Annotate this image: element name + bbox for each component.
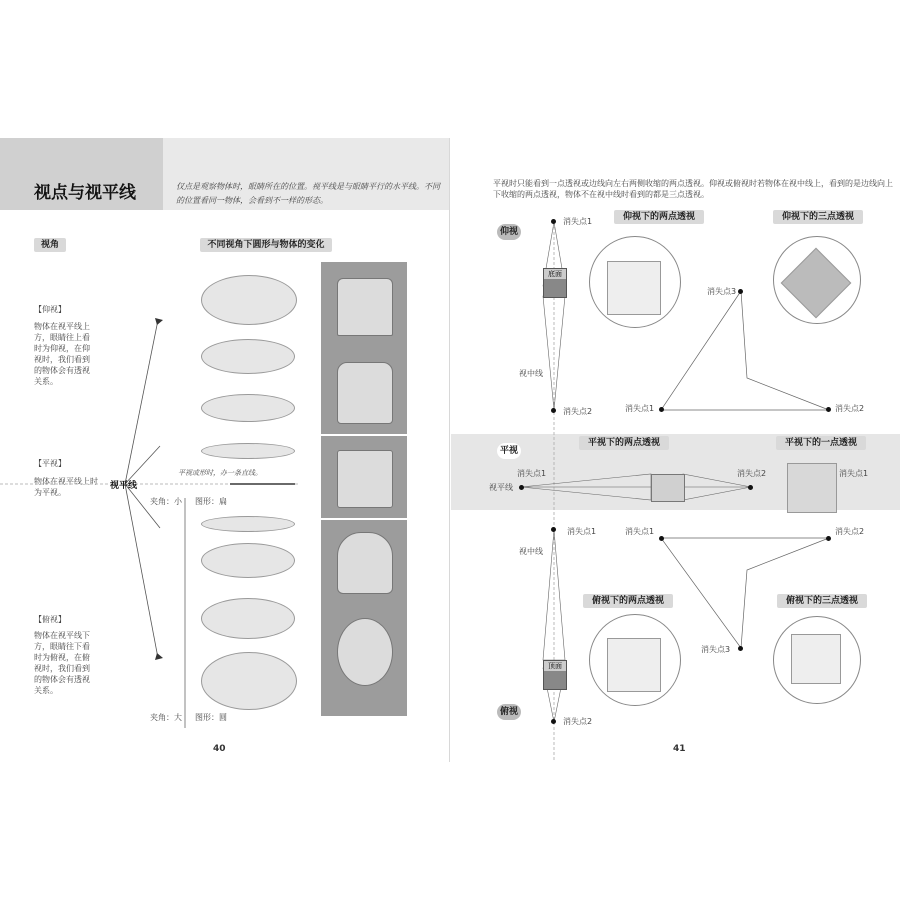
level-one-point-title: 平视下的一点透视 xyxy=(776,436,866,450)
ellipse-1 xyxy=(201,275,297,325)
down-box xyxy=(543,660,567,690)
vp1-label: 消失点1 xyxy=(625,527,655,536)
up-box xyxy=(543,268,567,298)
level-two-point-title: 平视下的两点透视 xyxy=(579,436,669,450)
vp3-dot xyxy=(738,289,743,294)
ellipse-7 xyxy=(201,598,295,639)
page-number: 41 xyxy=(673,744,686,754)
ellipse-2 xyxy=(201,339,295,374)
shape-flat: 图形：扁 xyxy=(195,497,227,506)
vp2-dot xyxy=(826,536,831,541)
cup-photo-3 xyxy=(321,436,407,518)
intro-text: 平视时只能看到一点透视或边线向左右两侧收缩的两点透视。仰视或俯视时若物体在视中线上，看到的是边线向上下收缩的两点透视，物体不在视中线时看到的都是三点透视。 xyxy=(493,179,893,199)
vp2-dot xyxy=(551,719,556,724)
vp2-dot xyxy=(826,407,831,412)
vp1-label: 消失点1 xyxy=(625,404,655,413)
ellipse-8 xyxy=(201,652,297,710)
vp1-dot xyxy=(551,219,556,224)
up-two-point-cube xyxy=(607,261,661,315)
up-three-point-title: 仰视下的三点透视 xyxy=(773,210,863,224)
cup-photo-4 xyxy=(321,520,407,600)
vp1-dot xyxy=(519,485,524,490)
vp1-label: 消失点1 xyxy=(839,469,869,478)
angle-large: 夹角：大 xyxy=(150,713,182,722)
down-text: 物体在视平线下方，眼睛往下看时为俯视，在俯视时，我们看到的物体会有透视关系。 xyxy=(34,631,90,695)
level-label: 【平视】 xyxy=(34,459,66,468)
level-text: 物体在视平线上时为平视。 xyxy=(34,477,98,497)
horizon-line-label: 视平线 xyxy=(489,483,513,492)
page-title: 视点与视平线 xyxy=(34,183,136,203)
bottom-face-label: 底面 xyxy=(544,269,566,279)
vp3-label: 消失点3 xyxy=(701,645,731,654)
intro-text: 仅点是观察物体时，眼睛所在的位置。视平线是与眼睛平行的水平线。不同的位置看同一物体，会看到不一样的形态。 xyxy=(176,182,440,205)
vp1-label: 消失点1 xyxy=(517,469,547,478)
angle-small: 夹角：小 xyxy=(150,497,182,506)
down-badge: 俯视 xyxy=(497,704,521,720)
eye-line-label: 视平线 xyxy=(110,481,138,491)
vp1-dot xyxy=(659,407,664,412)
down-three-point-cube xyxy=(791,634,841,684)
up-two-point-title: 仰视下的两点透视 xyxy=(614,210,704,224)
cup-photo-5 xyxy=(321,600,407,716)
down-two-point-cube xyxy=(607,638,661,692)
level-one-point-cube xyxy=(787,463,837,513)
ellipse-4 xyxy=(201,443,295,459)
eye-note: 平视或形时，办一条直线。 xyxy=(178,469,262,477)
vp2-label: 消失点2 xyxy=(563,717,593,726)
ellipse-5 xyxy=(201,516,295,532)
down-label: 【俯视】 xyxy=(34,615,66,624)
vp2-label: 消失点2 xyxy=(835,404,865,413)
vp2-label: 消失点2 xyxy=(835,527,865,536)
ellipse-6 xyxy=(201,543,295,578)
vp1-label: 消失点1 xyxy=(567,527,597,536)
vp3-dot xyxy=(738,646,743,651)
down-two-point-title: 俯视下的两点透视 xyxy=(583,594,673,608)
level-badge: 平视 xyxy=(497,443,521,459)
cup-photo-1 xyxy=(321,262,407,348)
center-line-label: 视中线 xyxy=(519,547,543,556)
vp3-label: 消失点3 xyxy=(707,287,737,296)
viewing-angle-tag: 视角 xyxy=(34,238,66,252)
section-title: 不同视角下圆形与物体的变化 xyxy=(200,238,332,252)
top-face-label: 顶面 xyxy=(544,661,566,671)
vp2-label: 消失点2 xyxy=(563,407,593,416)
ellipse-3 xyxy=(201,394,295,422)
down-three-point-title: 俯视下的三点透视 xyxy=(777,594,867,608)
level-box xyxy=(651,474,685,502)
right-page xyxy=(451,138,900,762)
vp2-dot xyxy=(748,485,753,490)
center-line-label: 视中线 xyxy=(519,369,543,378)
up-text: 物体在视平线上方，眼睛往上看时为仰视，在仰视时，我们看到的物体会有透视关系。 xyxy=(34,322,90,386)
vp1-label: 消失点1 xyxy=(563,217,593,226)
vp2-label: 消失点2 xyxy=(737,469,767,478)
up-label: 【仰视】 xyxy=(34,305,66,314)
left-page xyxy=(0,138,450,762)
vp1-dot xyxy=(551,527,556,532)
up-badge: 仰视 xyxy=(497,224,521,240)
page-number: 40 xyxy=(213,744,226,754)
vp2-dot xyxy=(551,408,556,413)
shape-round: 图形：圆 xyxy=(195,713,227,722)
cup-photo-2 xyxy=(321,348,407,434)
vp1-dot xyxy=(659,536,664,541)
